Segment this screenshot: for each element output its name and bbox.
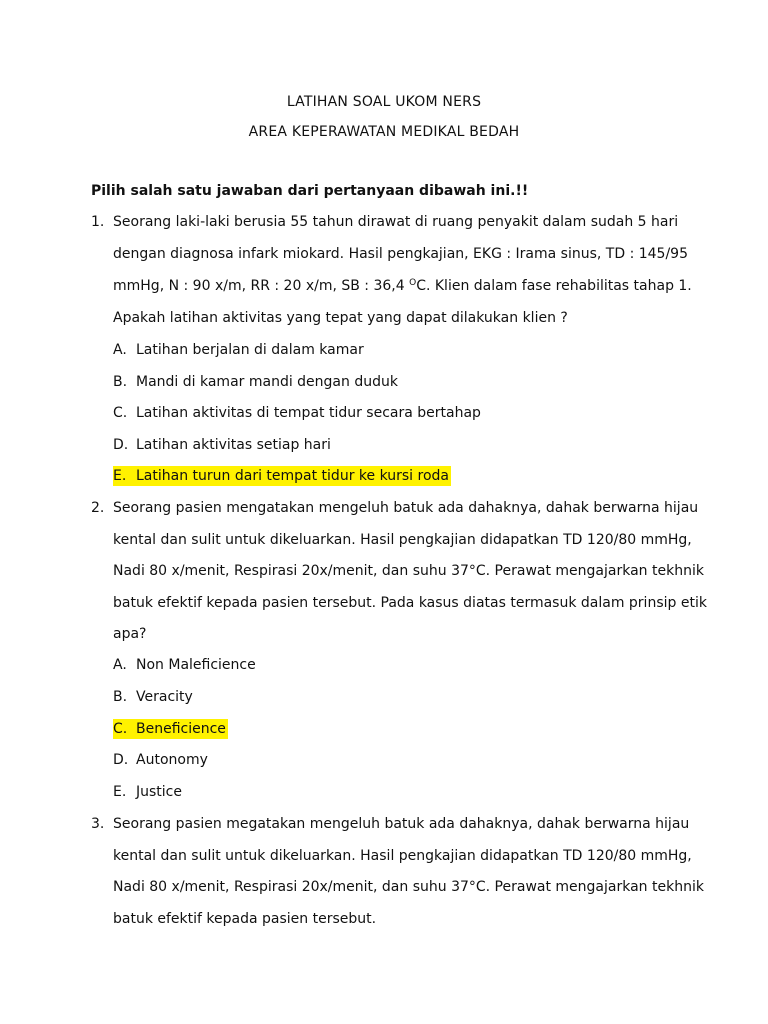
question-text-line: apa? (113, 626, 147, 642)
question-text-line: kental dan sulit untuk dikeluarkan. Hasil pengkajian didapatkan TD 120/80 mmHg, (113, 532, 692, 548)
question-text-line: batuk efektif kepada pasien tersebut. Pada kasus diatas termasuk dalam prinsip etik (113, 595, 707, 611)
question-text-line: Apakah latihan aktivitas yang tepat yang dapat dilakukan klien ? (113, 310, 568, 326)
question-text-line: Nadi 80 x/menit, Respirasi 20x/menit, dan suhu 37°C. Perawat mengajarkan tekhnik (113, 879, 704, 895)
answer-option: B. Mandi di kamar mandi dengan duduk (113, 374, 398, 390)
question-text-line: Seorang pasien megatakan mengeluh batuk ada dahaknya, dahak berwarna hijau (113, 816, 690, 832)
question-text-line: kental dan sulit untuk dikeluarkan. Hasil pengkajian didapatkan TD 120/80 mmHg, (113, 848, 692, 864)
question-text-fragment: mmHg, N : 90 x/m, RR : 20 x/m, SB : 36,4 $^O$C. Klien dalam fase rehabilitas tahap 1. (113, 278, 692, 294)
answer-option: B. Veracity (113, 689, 193, 705)
answer-option: C. Latihan aktivitas di tempat tidur secara bertahap (113, 405, 481, 421)
question-text-line: Nadi 80 x/menit, Respirasi 20x/menit, dan suhu 37°C. Perawat mengajarkan tekhnik (113, 563, 704, 579)
question-text-line: batuk efektif kepada pasien tersebut. (113, 911, 377, 927)
answer-option-highlighted: C. Beneficience (113, 721, 226, 737)
document-title: LATIHAN SOAL UKOM NERS (286, 94, 482, 110)
question-text-line: Seorang pasien mengatakan mengeluh batuk ada dahaknya, dahak berwarna hijau (113, 500, 699, 516)
question-text-line (113, 276, 692, 296)
question-text-line: Seorang laki-laki berusia 55 tahun dirawat di ruang penyakit dalam sudah 5 hari (113, 214, 679, 230)
answer-option: E. Justice (113, 784, 182, 800)
answer-option-highlighted: E. Latihan turun dari tempat tidur ke kursi roda (113, 468, 449, 484)
answer-option: D. Autonomy (113, 752, 208, 768)
question-text-line: dengan diagnosa infark miokard. Hasil pengkajian, EKG : Irama sinus, TD : 145/95 (113, 246, 688, 262)
answer-option: D. Latihan aktivitas setiap hari (113, 437, 331, 453)
degree-superscript: O (409, 278, 417, 288)
question-number: 3. (91, 816, 105, 832)
answer-option: A. Latihan berjalan di dalam kamar (113, 342, 364, 358)
answer-option: A. Non Maleficience (113, 657, 256, 673)
document-subtitle: AREA KEPERAWATAN MEDIKAL BEDAH (248, 124, 520, 140)
question-number: 2. (91, 500, 105, 516)
question-number: 1. (91, 214, 105, 230)
instruction-text: Pilih salah satu jawaban dari pertanyaan dibawah ini.!! (91, 183, 529, 199)
